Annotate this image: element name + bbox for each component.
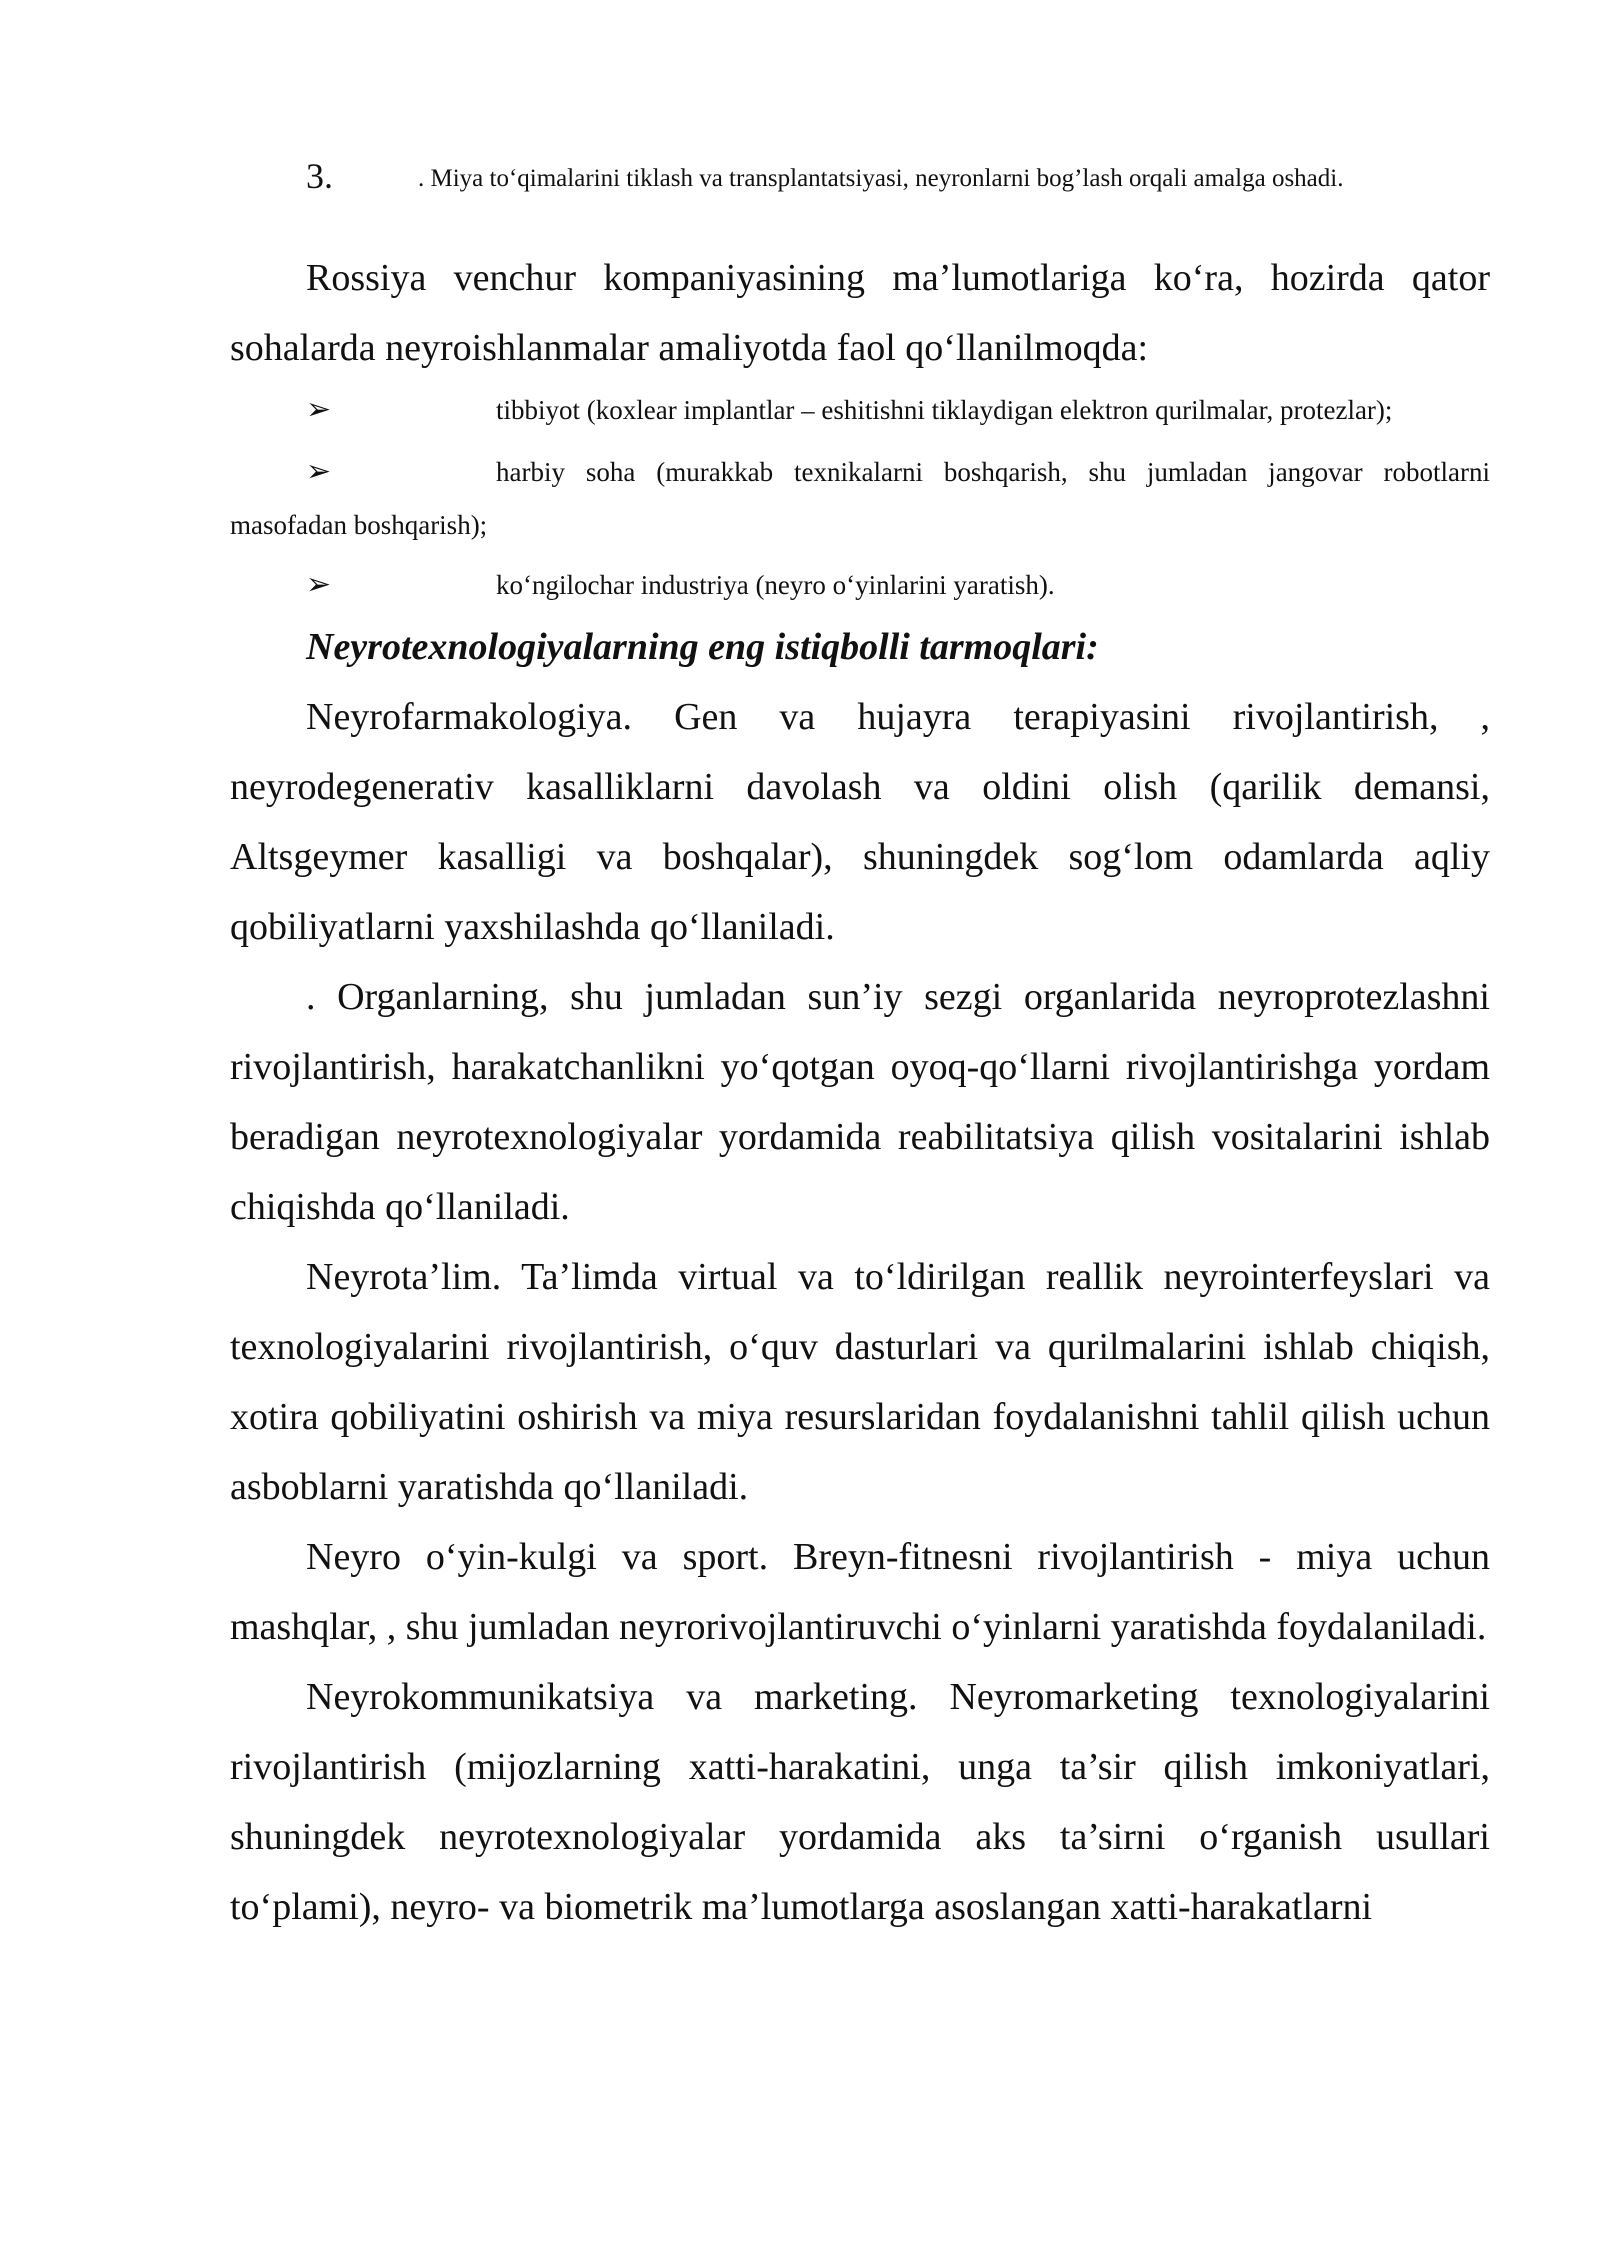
- arrow-bullet-icon: ➢: [306, 455, 332, 488]
- paragraph-neyrofarmakologiya: Neyrofarmakologiya. Gen va hujayra terapiyasini rivojlantirish, , neyrodegenerativ kasalliklarni davolash va oldini olish (qarilik demansi, Altsgeymer kasalligi va boshqalar), shuningdek sog‘lom odamlarda aqliy qobiliyatlarni yaxshilashda qo‘llaniladi.: [230, 696, 1490, 948]
- arrow-bullet-icon: ➢: [306, 568, 332, 601]
- bullet-text: tibbiyot (koxlear implantlar – eshitishni tiklaydigan elektron qurilmalar, protezlar);: [496, 395, 1393, 425]
- arrow-bullet-icon: ➢: [306, 393, 332, 426]
- bullet-item: [230, 558, 1490, 612]
- paragraph-neyrokommunikatsiya: Neyrokommunikatsiya va marketing. Neyromarketing texnologiyalarini rivojlantirish (mijozlarning xatti-harakatini, unga ta’sir qilish imkoniyatlari, shuningdek neyrotexnologiyalar yordamida aks ta’sirni o‘rganish usullari to‘plami), neyro- va biometrik ma’lumotlarga asoslangan xatti-harakatlarni: [230, 1676, 1490, 1928]
- section-heading: Neyrotexnologiyalarning eng istiqbolli tarmoqlari:: [306, 626, 1099, 668]
- bullet-item: [230, 445, 1490, 552]
- item-text: . Miya to‘qimalarini tiklash va transplantatsiyasi, neyronlarni bog’lash orqali amalga oshadi.: [418, 165, 1344, 192]
- paragraph-organlar: . Organlarning, shu jumladan sun’iy sezgi organlarida neyroprotezlashni rivojlantirish, harakatchanlikni yo‘qotgan oyoq-qo‘llarni rivojlantirishga yordam beradigan neyrotexnologiyalar yordamida reabilitatsiya qilish vositalarini ishlab chiqishda qo‘llaniladi.: [230, 976, 1490, 1228]
- page-content: [230, 150, 1490, 1942]
- bullet-item: [230, 383, 1490, 437]
- numbered-item-3: [230, 150, 1490, 205]
- bullet-text: ko‘ngilochar industriya (neyro o‘yinlarini yaratish).: [496, 570, 1055, 600]
- paragraph-neyrotalim: Neyrota’lim. Ta’limda virtual va to‘ldirilgan reallik neyrointerfeyslari va texnologiyalarini rivojlantirish, o‘quv dasturlari va qurilmalarini ishlab chiqish, xotira qobiliyatini oshirish va miya resurslaridan foydalanishni tahlil qilish uchun asboblarni yaratishda qo‘llaniladi.: [230, 1256, 1490, 1508]
- bullet-text: harbiy soha (murakkab texnikalarni boshqarish, shu jumladan jangovar robotlarni masofadan boshqarish);: [230, 457, 1490, 540]
- intro-paragraph: Rossiya venchur kompaniyasining ma’lumotlariga ko‘ra, hozirda qator sohalarda neyroishlanmalar amaliyotda faol qo‘llanilmoqda:: [230, 257, 1490, 369]
- paragraph-neyro-oyin: Neyro o‘yin-kulgi va sport. Breyn-fitnesni rivojlantirish - miya uchun mashqlar, , shu jumladan neyrorivojlantiruvchi o‘yinlarni yaratishda foydalaniladi.: [230, 1536, 1490, 1648]
- item-number: 3.: [306, 156, 333, 196]
